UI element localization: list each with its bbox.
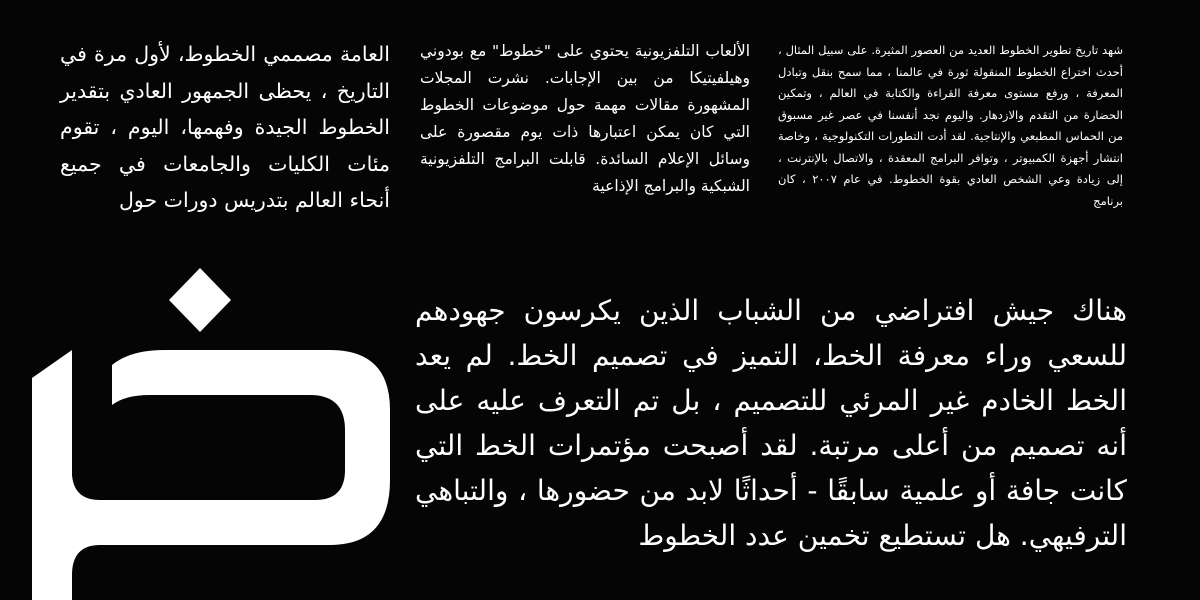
paragraph-right: شهد تاريخ تطوير الخطوط العديد من العصور المثيرة. على سبيل المثال ، أحدث اختراع الخطوط المنقولة ثورة في عالمنا ، مما سمح بنقل وتبادل المعرفة ، ورفع مستوى معرفة القراءة والكتابة في العالم ، وتمكين الحضارة من التقدم والازدهار. واليوم نجد أنفسنا في عصر غير مسبوق من الحماس المطبعي والإنتاجية. لقد أدت التطورات التكنولوجية ، وخاصة انتشار أجهزة الكمبيوتر ، وتوافر البرامج المعقدة ، والاتصال بالإنترنت ، إلى زيادة وعي الشخص العادي بقوة الخطوط. في عام ٢٠٠٧ ، كان برنامج — [778, 43, 1123, 208]
dad-letter-glyph — [0, 0, 400, 600]
paragraph-left: العامة مصممي الخطوط، لأول مرة في التاريخ ، يحظى الجمهور العادي بتقدير الخطوط الجيدة وفهمها، اليوم ، تقوم مئات الكليات والجامعات في جميع أنحاء العالم بتدريس دورات حول — [60, 42, 390, 212]
paragraph-large: هناك جيش افتراضي من الشباب الذين يكرسون جهودهم للسعي وراء معرفة الخط، التميز في تصميم الخط. لم يعد الخط الخادم غير المرئي للتصميم ، بل تم التعرف عليه على أنه تصميم من أعلى مرتبة. لقد أصبحت مؤتمرات الخط التي كانت جافة أو علمية سابقًا - أحداثًا لابد من حضورها ، والتباهي الترفيهي. هل تستطيع تخمين عدد الخطوط — [415, 294, 1127, 552]
paragraph-middle: الألعاب التلفزيونية يحتوي على "خطوط" مع بودوني وهيلفيتيكا من بين الإجابات. نشرت المجلات المشهورة مقالات مهمة حول موضوعات الخطوط التي كان يمكن اعتبارها ذات يوم مقصورة على وسائل الإعلام السائدة. قابلت البرامج التلفزيونية الشبكية والبرامج الإذاعية — [420, 42, 750, 195]
glyph-body — [32, 350, 390, 600]
glyph-dot — [169, 268, 231, 332]
